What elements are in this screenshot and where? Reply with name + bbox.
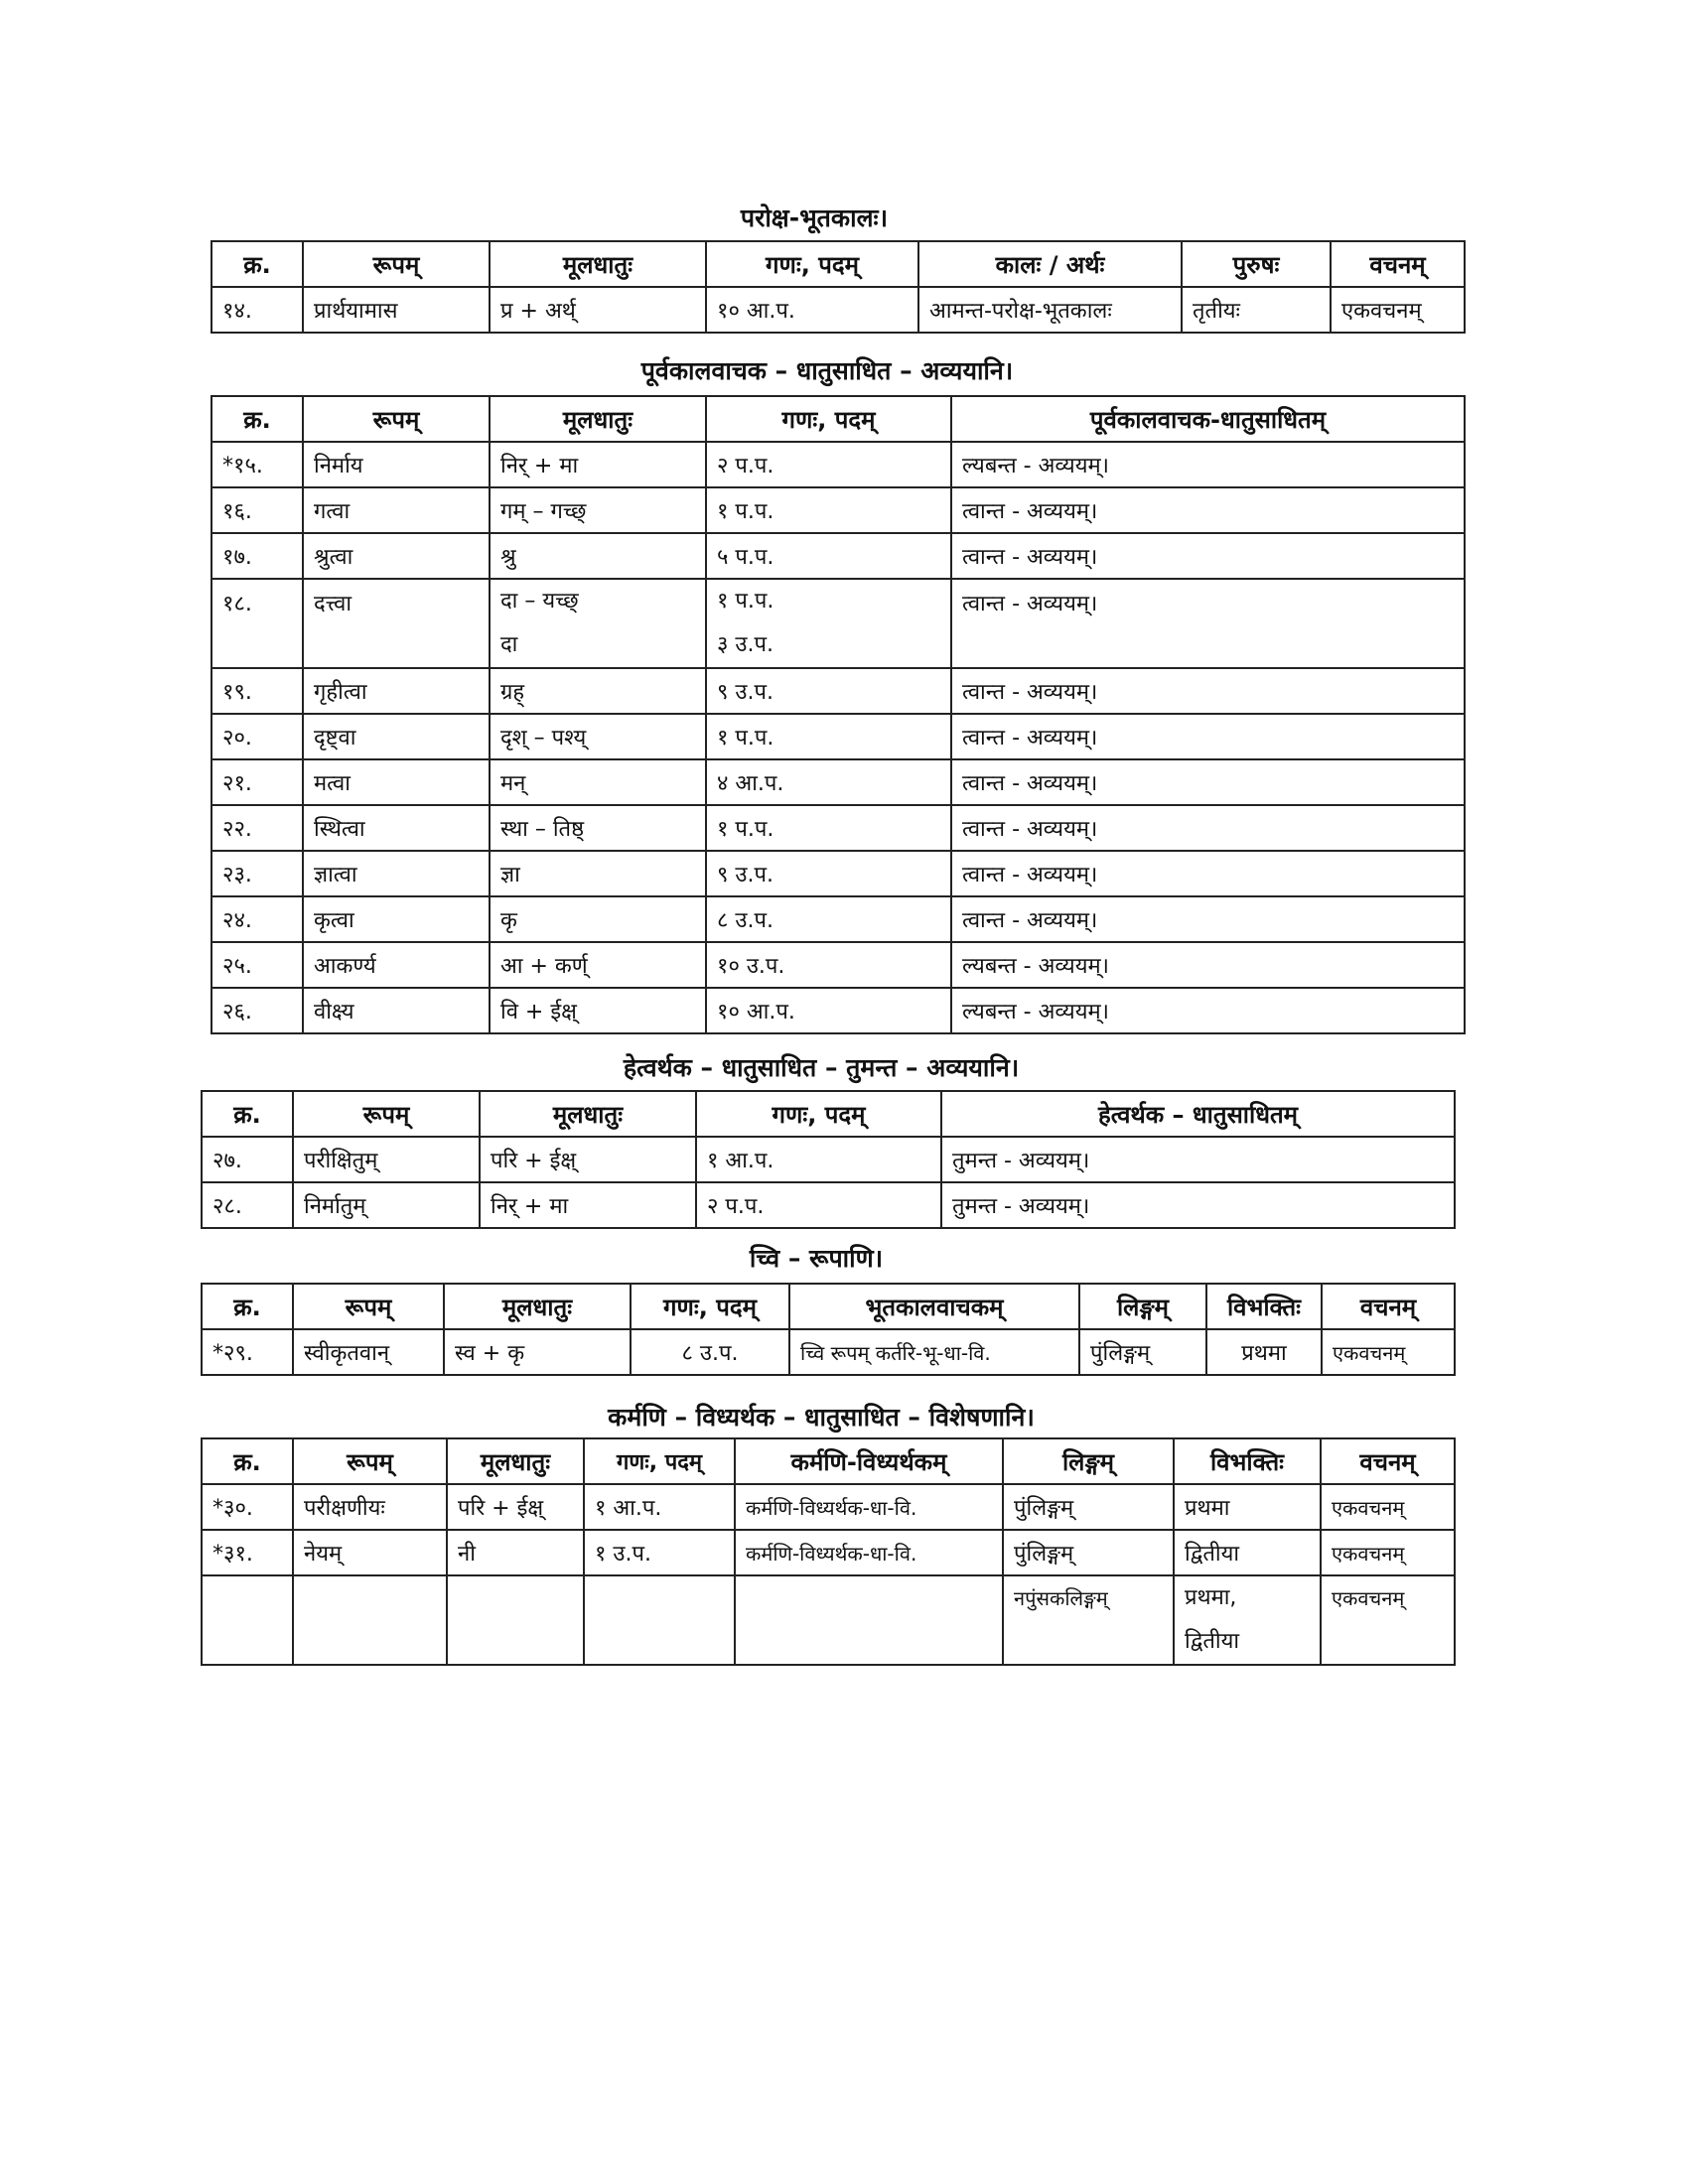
cell-kra: २५. [211, 942, 303, 988]
cell-dhatu: निर् + मा [480, 1182, 696, 1228]
header-vibhakti: विभक्तिः [1174, 1438, 1321, 1484]
table-row [211, 851, 1465, 896]
table-row [211, 759, 1465, 805]
cell-gana: १ उ.प. [584, 1530, 735, 1575]
cell-vachanam: एकवचनम् [1321, 1484, 1455, 1530]
cell-vachanam: एकवचनम् [1331, 287, 1465, 333]
table-row [202, 1484, 1455, 1530]
cell-lingam: पुंलिङ्गम् [1079, 1329, 1206, 1375]
table-row [211, 668, 1465, 714]
cell-dhatu: निर् + मा [490, 442, 706, 487]
table-row [211, 988, 1465, 1033]
table-row [202, 1137, 1455, 1182]
cell-kra: २८. [202, 1182, 293, 1228]
cell-kra: १८. [211, 579, 303, 668]
chvi-table [201, 1283, 1456, 1376]
cell-dhatu [447, 1575, 584, 1665]
cell-type: ल्यबन्त - अव्ययम्। [951, 442, 1465, 487]
cell-dhatu: स्व + कृ [444, 1329, 631, 1375]
cell-dhatu: प्र + अर्थ् [490, 287, 706, 333]
paroksha-table [211, 240, 1466, 334]
cell-vibhakti: द्वितीया [1174, 1530, 1321, 1575]
cell-type: त्वान्त - अव्ययम्। [951, 851, 1465, 896]
cell-dhatu: ग्रह् [490, 668, 706, 714]
header-lingam: लिङ्गम् [1003, 1438, 1174, 1484]
cell-kra: २३. [211, 851, 303, 896]
cell-type: त्वान्त - अव्ययम्। [951, 533, 1465, 579]
cell-rupam: दृष्ट्वा [303, 714, 490, 759]
cell-vibhakti: प्रथमा [1174, 1484, 1321, 1530]
section-title-paroksha: परोक्ष-भूतकालः। [740, 204, 889, 232]
cell-vachanam: एकवचनम् [1321, 1575, 1455, 1665]
section-title-chvi: च्वि – रूपाणि। [749, 1244, 884, 1273]
cell-gana: १ प.प. [706, 714, 951, 759]
cell-rupam: आकर्ण्य [303, 942, 490, 988]
cell-type: त्वान्त - अव्ययम्। [951, 896, 1465, 942]
cell-kra: १४. [211, 287, 303, 333]
header-mooladhatu: मूलधातुः [490, 396, 706, 442]
cell-kra: २०. [211, 714, 303, 759]
header-mooladhatu: मूलधातुः [490, 241, 706, 287]
dhatu-line-2: दा [500, 632, 518, 657]
cell-rupam: नेयम् [293, 1530, 447, 1575]
cell-dhatu: स्था – तिष्ठ् [490, 805, 706, 851]
table-row [211, 805, 1465, 851]
cell-rupam: मत्वा [303, 759, 490, 805]
table-row [202, 1575, 1455, 1665]
cell-type: ल्यबन्त - अव्ययम्। [951, 942, 1465, 988]
header-mooladhatu: मूलधातुः [447, 1438, 584, 1484]
cell-rupam: प्रार्थयामास [303, 287, 490, 333]
cell-type: त्वान्त - अव्ययम्। [951, 805, 1465, 851]
cell-dhatu: वि + ईक्ष् [490, 988, 706, 1033]
section-title-karmani: कर्मणि – विध्यर्थक – धातुसाधित – विशेषणानि। [608, 1403, 1035, 1432]
cell-gana: १० आ.प. [706, 988, 951, 1033]
table-row [211, 714, 1465, 759]
dhatu-line-1: दा – यच्छ् [500, 589, 579, 614]
cell-lingam: पुंलिङ्गम् [1003, 1530, 1174, 1575]
table-row [211, 533, 1465, 579]
cell-purusha: तृतीयः [1182, 287, 1331, 333]
cell-rupam: ज्ञात्वा [303, 851, 490, 896]
cell-dhatu: कृ [490, 896, 706, 942]
hetvarthaka-table [201, 1090, 1456, 1229]
cell-rupam [293, 1575, 447, 1665]
table-header-row [202, 1438, 1455, 1484]
header-lingam: लिङ्गम् [1079, 1284, 1206, 1329]
cell-gana: ४ आ.प. [706, 759, 951, 805]
cell-dhatu: परि + ईक्ष् [447, 1484, 584, 1530]
header-kra: क्र. [202, 1284, 293, 1329]
cell-rupam: परीक्षितुम् [293, 1137, 480, 1182]
cell-gana: २ प.प. [696, 1182, 941, 1228]
header-purvakala: पूर्वकालवाचक-धातुसाधितम् [951, 396, 1465, 442]
cell-dhatu: परि + ईक्ष् [480, 1137, 696, 1182]
cell-lingam: पुंलिङ्गम् [1003, 1484, 1174, 1530]
cell-dhatu: मन् [490, 759, 706, 805]
cell-kra [202, 1575, 293, 1665]
cell-dhatu: ज्ञा [490, 851, 706, 896]
section-title-hetvarthaka: हेत्वर्थक – धातुसाधित – तुमन्त – अव्ययानि। [623, 1053, 1020, 1082]
table-row [211, 579, 1465, 668]
cell-kra: २२. [211, 805, 303, 851]
header-mooladhatu: मूलधातुः [480, 1091, 696, 1137]
cell-gana: १ आ.प. [696, 1137, 941, 1182]
header-vachanam: वचनम् [1321, 1438, 1455, 1484]
cell-type: त्वान्त - अव्ययम्। [951, 714, 1465, 759]
cell-gana [706, 579, 951, 668]
table-header-row [211, 241, 1465, 287]
cell-rupam: गत्वा [303, 487, 490, 533]
table-row [202, 1182, 1455, 1228]
header-kra: क्र. [211, 396, 303, 442]
cell-kra: *२९. [202, 1329, 293, 1375]
header-vibhakti: विभक्तिः [1206, 1284, 1322, 1329]
header-gana-padam: गणः, पदम् [706, 396, 951, 442]
header-vachanam: वचनम् [1322, 1284, 1455, 1329]
header-rupam: रूपम् [293, 1438, 447, 1484]
cell-kra: *३१. [202, 1530, 293, 1575]
cell-rupam: स्थित्वा [303, 805, 490, 851]
cell-kala: आमन्त-परोक्ष-भूतकालः [918, 287, 1182, 333]
cell-type: त्वान्त - अव्ययम्। [951, 579, 1465, 668]
cell-dhatu [490, 579, 706, 668]
header-gana-padam: गणः, पदम् [631, 1284, 789, 1329]
purvakala-table [211, 395, 1466, 1034]
cell-gana: २ प.प. [706, 442, 951, 487]
cell-kra: १९. [211, 668, 303, 714]
header-karmani: कर्मणि-विध्यर्थकम् [735, 1438, 1003, 1484]
table-row [211, 896, 1465, 942]
cell-rupam: वीक्ष्य [303, 988, 490, 1033]
cell-vibhakti: प्रथमा [1206, 1329, 1322, 1375]
cell-kra: १६. [211, 487, 303, 533]
cell-type: त्वान्त - अव्ययम्। [951, 668, 1465, 714]
cell-gana: १ प.प. [706, 487, 951, 533]
header-hetvarthaka: हेत्वर्थक – धातुसाधितम् [941, 1091, 1455, 1137]
cell-rupam: दत्त्वा [303, 579, 490, 668]
cell-lingam: नपुंसकलिङ्गम् [1003, 1575, 1174, 1665]
cell-gana: ९ उ.प. [706, 851, 951, 896]
header-rupam: रूपम् [293, 1284, 444, 1329]
cell-rupam: परीक्षणीयः [293, 1484, 447, 1530]
cell-kra: २१. [211, 759, 303, 805]
cell-rupam: श्रुत्वा [303, 533, 490, 579]
gana-line-2: ३ उ.प. [717, 632, 774, 657]
cell-gana: १० आ.प. [706, 287, 918, 333]
header-gana-padam: गणः, पदम् [584, 1438, 735, 1484]
cell-bhutakala: च्वि रूपम् कर्तरि-भू-धा-वि. [789, 1329, 1079, 1375]
header-gana-padam: गणः, पदम् [696, 1091, 941, 1137]
table-row [202, 1530, 1455, 1575]
header-kala-artha: कालः / अर्थः [918, 241, 1182, 287]
cell-kra: *३०. [202, 1484, 293, 1530]
cell-type: तुमन्त - अव्ययम्। [941, 1137, 1455, 1182]
header-gana-padam: गणः, पदम् [706, 241, 918, 287]
karmani-table [201, 1437, 1456, 1666]
cell-vibhakti [1174, 1575, 1321, 1665]
header-bhutakala: भूतकालवाचकम् [789, 1284, 1079, 1329]
cell-vachanam: एकवचनम् [1322, 1329, 1455, 1375]
header-kra: क्र. [202, 1438, 293, 1484]
cell-gana [584, 1575, 735, 1665]
cell-rupam: गृहीत्वा [303, 668, 490, 714]
table-row [211, 442, 1465, 487]
cell-gana: ८ उ.प. [631, 1329, 789, 1375]
cell-karmani [735, 1575, 1003, 1665]
cell-type: तुमन्त - अव्ययम्। [941, 1182, 1455, 1228]
cell-kra: २६. [211, 988, 303, 1033]
gana-line-1: १ प.प. [717, 589, 774, 614]
section-title-purvakala: पूर्वकालवाचक – धातुसाधित – अव्ययानि। [640, 356, 1014, 385]
cell-dhatu: नी [447, 1530, 584, 1575]
cell-rupam: निर्मातुम् [293, 1182, 480, 1228]
cell-gana: ८ उ.प. [706, 896, 951, 942]
cell-kra: २४. [211, 896, 303, 942]
cell-dhatu: गम् – गच्छ् [490, 487, 706, 533]
header-rupam: रूपम् [303, 241, 490, 287]
cell-kra: *१५. [211, 442, 303, 487]
cell-gana: ९ उ.प. [706, 668, 951, 714]
header-vachanam: वचनम् [1331, 241, 1465, 287]
cell-karmani: कर्मणि-विध्यर्थक-धा-वि. [735, 1530, 1003, 1575]
table-header-row [211, 396, 1465, 442]
table-row [211, 487, 1465, 533]
cell-dhatu: आ + कर्ण् [490, 942, 706, 988]
vibhakti-line-1: प्रथमा, [1185, 1585, 1237, 1610]
cell-rupam: निर्माय [303, 442, 490, 487]
header-rupam: रूपम् [303, 396, 490, 442]
table-row [202, 1329, 1455, 1375]
cell-kra: १७. [211, 533, 303, 579]
cell-kra: २७. [202, 1137, 293, 1182]
cell-type: ल्यबन्त - अव्ययम्। [951, 988, 1465, 1033]
header-kra: क्र. [211, 241, 303, 287]
header-purusha: पुरुषः [1182, 241, 1331, 287]
cell-dhatu: श्रु [490, 533, 706, 579]
header-rupam: रूपम् [293, 1091, 480, 1137]
cell-gana: ५ प.प. [706, 533, 951, 579]
table-row [211, 942, 1465, 988]
header-mooladhatu: मूलधातुः [444, 1284, 631, 1329]
table-row [211, 287, 1465, 333]
cell-karmani: कर्मणि-विध्यर्थक-धा-वि. [735, 1484, 1003, 1530]
cell-rupam: कृत्वा [303, 896, 490, 942]
cell-rupam: स्वीकृतवान् [293, 1329, 444, 1375]
table-header-row [202, 1091, 1455, 1137]
cell-gana: १० उ.प. [706, 942, 951, 988]
cell-gana: १ प.प. [706, 805, 951, 851]
cell-type: त्वान्त - अव्ययम्। [951, 487, 1465, 533]
cell-vachanam: एकवचनम् [1321, 1530, 1455, 1575]
table-header-row [202, 1284, 1455, 1329]
cell-dhatu: दृश् – पश्य् [490, 714, 706, 759]
vibhakti-line-2: द्वितीया [1185, 1629, 1240, 1654]
cell-gana: १ आ.प. [584, 1484, 735, 1530]
header-kra: क्र. [202, 1091, 293, 1137]
cell-type: त्वान्त - अव्ययम्। [951, 759, 1465, 805]
